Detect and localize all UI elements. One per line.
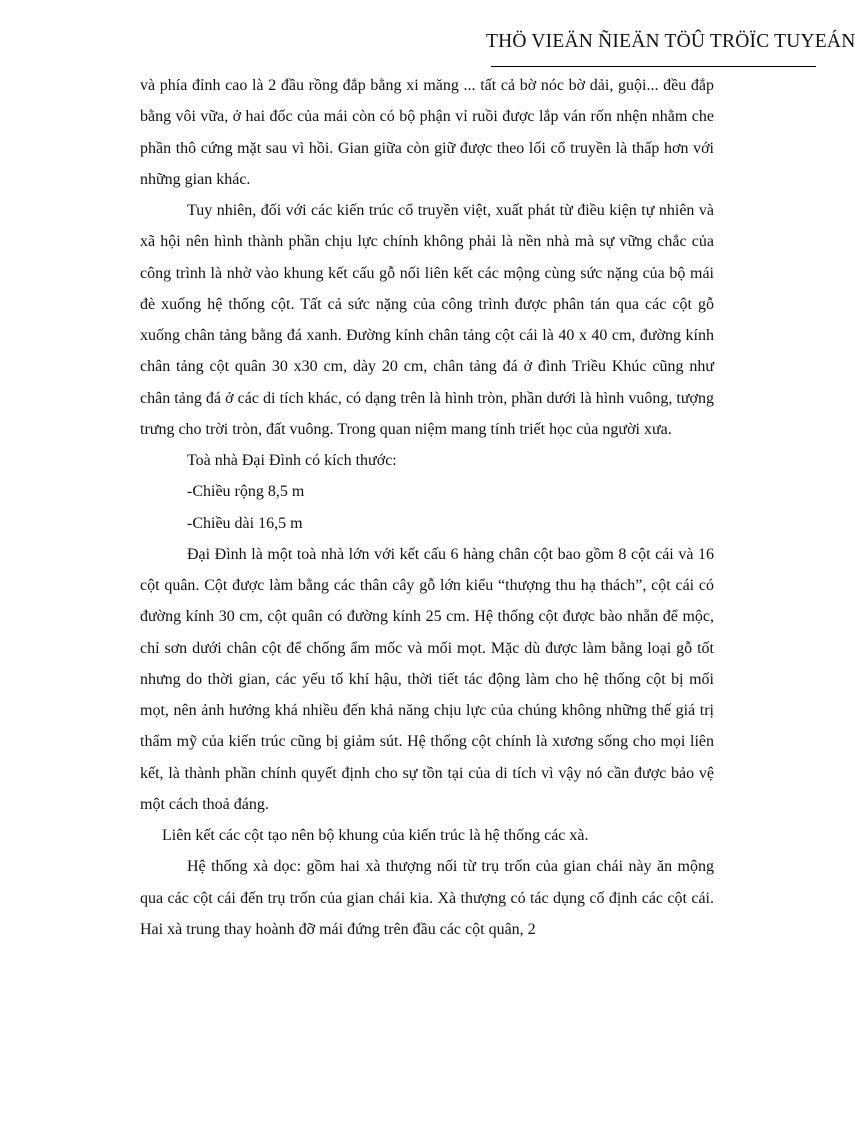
paragraph-1: và phía đỉnh cao là 2 đầu rồng đắp bằng xi măng ... tất cả bờ nóc bờ dải, guội... đều đắp bằng vôi vữa, ở hai đốc của mái còn có bộ phận vỉ ruồi được lắp ván rốn nhện nhằm che phần thô cứng mặt sau vì hồi. Gian giữa còn giữ được theo lối cổ truyền là thấp hơn với những gian khác. (140, 77, 714, 188)
header-rule (491, 66, 816, 67)
paragraph-2: Tuy nhiên, đối với các kiến trúc cổ truyền việt, xuất phát từ điều kiện tự nhiên và xã hội nên hình thành phần chịu lực chính không phải là nền nhà mà sự vững chắc của công trình là nhờ vào khung kết cấu gỗ nối liên kết các mộng cùng sức nặng của bộ mái đè xuống hệ thống cột. Tất cả sức nặng của công trình được phân tán qua các cột gỗ xuống chân tảng bằng đá xanh. Đường kính chân tảng cột cái là 40 x 40 cm, đường kính chân tảng cột quân 30 x30 cm, dày 20 cm, chân tảng đá ở đình Triều Khúc cũng như chân tảng đá ở các di tích khác, có dạng trên là hình tròn, phần dưới là hình vuông, tượng trưng cho trời tròn, đất vuông. Trong quan niệm mang tính triết học của người xưa. (140, 202, 714, 438)
paragraph-5: -Chiều dài 16,5 m (187, 514, 303, 532)
paragraph-4: -Chiều rộng 8,5 m (187, 483, 305, 501)
document-body (140, 70, 714, 945)
paragraph-7: Liên kết các cột tạo nên bộ khung của kiến trúc là hệ thống các xà. (162, 827, 589, 844)
paragraph-3: Toà nhà Đại Đình có kích thước: (187, 452, 397, 469)
paragraph-6: Đại Đình là một toà nhà lớn với kết cấu 6 hàng chân cột bao gồm 8 cột cái và 16 cột quân. Cột được làm bằng các thân cây gỗ lớn kiểu “thượng thu hạ thách”, cột cái có đường kính 30 cm, cột quân có đường kính 25 cm. Hệ thống cột được bào nhẵn để mộc, chỉ sơn dưới chân cột để chống ẩm mốc và mối mọt. Mặc dù được làm bằng loại gỗ tốt nhưng do thời gian, các yếu tố khí hậu, thời tiết tác động làm cho hệ thống cột bị mối mọt, nên ảnh hưởng khá nhiều đến khả năng chịu lực của chúng không những thế giá trị thẩm mỹ của kiến trúc cũng bị giảm sút. Hệ thống cột chính là xương sống cho mọi liên kết, là thành phần chính quyết định cho sự tồn tại của di tích vì vậy nó cần được bảo vệ một cách thoả đáng. (140, 545, 714, 813)
paragraph-8: Hệ thống xà dọc: gồm hai xà thượng nối từ trụ trốn của gian chái này ăn mộng qua các cột cái đến trụ trốn của gian chái kia. Xà thượng có tác dụng cố định các cột cái. Hai xà trung thay hoành đỡ mái đứng trên đầu các cột quân, 2 (140, 858, 714, 938)
page-header: THÖ VIEÄN ÑIEÄN TÖÛ TRÖÏC TUYEÁN (486, 31, 855, 52)
